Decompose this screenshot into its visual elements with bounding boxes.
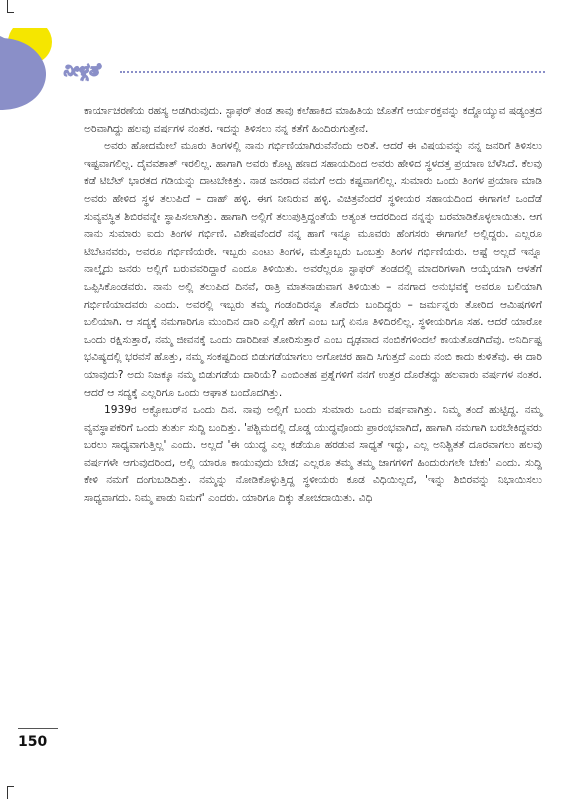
running-header-title: ನೀಳ್ಗತೆ (63, 60, 99, 80)
article-body (84, 103, 542, 508)
header-decoration (0, 28, 60, 110)
page-number: 150 (18, 734, 48, 750)
paragraph-3: 1939ರ ಅಕ್ಟೋಬರ್‌ನ ಒಂದು ದಿನ. ನಾವು ಅಲ್ಲಿಗೆ ಬಂದು ಸುಮಾರು ಒಂದು ವರ್ಷವಾಗಿತ್ತು. ನಿಮ್ಮ ತಂದೆ ಹುಟ್ಟಿದ್ದ. ನಮ್ಮ ವ್ಯವಸ್ಥಾಪಕರಿಗೆ ಒಂದು ತುರ್ತು ಸುದ್ದಿ ಬಂದಿತ್ತು. 'ಪಶ್ಚಿಮದಲ್ಲಿ ದೊಡ್ಡ ಯುದ್ಧವೊಂದು ಪ್ರಾರಂಭವಾಗಿದೆ, ಹಾಗಾಗಿ ನಮಗಾಗಿ ಬರಬೇಕಿದ್ದವರು ಬರಲು ಸಾಧ್ಯವಾಗುತ್ತಿಲ್ಲ' ಎಂದು. ಅಲ್ಲದೆ 'ಈ ಯುದ್ಧ ಎಲ್ಲ ಕಡೆಯೂ ಹರಡುವ ಸಾಧ್ಯತೆ ಇದ್ದು, ಎಲ್ಲ ಅನಿಶ್ಚಿತತೆ ದೂರವಾಗಲು ಹಲವು ವರ್ಷಗಳೇ ಆಗುವುದರಿಂದ, ಅಲ್ಲಿ ಯಾರೂ ಕಾಯುವುದು ಬೇಡ; ಎಲ್ಲರೂ ತಮ್ಮ ತಮ್ಮ ಜಾಗಗಳಿಗೆ ಹಿಂದುರುಗಲೇ ಬೇಕು' ಎಂದು. ಸುದ್ದಿ ಕೇಳಿ ನಮಗೆ ದಂಗುಬಡಿದಿತ್ತು. ನಮ್ಮನ್ನು ನೋಡಿಕೊಳ್ಳುತ್ತಿದ್ದ ಸ್ಥಳೀಯರು ಕೂಡ ವಿಧಿಯಿಲ್ಲದೆ, 'ಇನ್ನು ಶಿಬಿರವನ್ನು ನಿಭಾಯಿಸಲು ಸಾಧ್ಯವಾಗದು. ನಿಮ್ಮ ಪಾಡು ನಿಮಗೆ' ಎಂದರು. ಯಾರಿಗೂ ದಿಕ್ಕು ತೋಚದಾಯಿತು. ವಿಧಿ (84, 404, 542, 505)
header-dotted-rule (120, 71, 545, 73)
crop-mark-bottom (7, 786, 14, 799)
paragraph-2: ಅವರು ಹೋದಮೇಲೆ ಮೂರು ತಿಂಗಳಲ್ಲಿ ನಾನು ಗರ್ಭಿಣಿಯಾಗಿರುವೆನೆಂದು ಅರಿತೆ. ಆದರೆ ಈ ವಿಷಯವನ್ನು ನನ್ನ ಜನರಿಗೆ ತಿಳಿಸಲು ಇಷ್ಟವಾಗಲಿಲ್ಲ. ದೈವವಶಾ‌ತ್ ‌ಇರಲಿಲ್ಲ. ಹಾಗಾಗಿ ಅವರು ಕೊಟ್ಟ ಹಣದ ಸಹಾಯದಿಂದ ಅವರು ಹೇಳಿದ ಸ್ಥಳದತ್ತ ಪ್ರಯಾಣ ಬೆಳೆಸಿದೆ. ಕೆಲವು ಕಡೆ ಟಿಬೆಟ್ ಭಾರತದ ಗಡಿಯನ್ನು ದಾಟಬೇಕಿತ್ತು. ನಾಡ ಜನರಾದ ನಮಗೆ ಅದು ಕಷ್ಟವಾಗಲಿಲ್ಲ. ಸುಮಾರು ಒಂದು ತಿಂಗಳ ಪ್ರಯಾಣ ಮಾಡಿ ಅವರು ಹೇಳಿದ ಸ್ಥಳ ತಲುಪಿದೆ – ದಾಹ್ ಹಳ್ಳಿ. ಈಗ ನೀನಿರುವ ಹಳ್ಳಿ. ವಿಚಿತ್ರವೆಂದರೆ ಸ್ಥಳೀಯರ ಸಹಾಯದಿಂದ ಈಗಾಗಲೆ ಒಂದೆಡೆ ಸುವ್ಯವಸ್ಥಿತ ಶಿಬಿರವನ್ನೇ ಸ್ಥಾಪಿಸಲಾಗಿತ್ತು. ಹಾಗಾಗಿ ಅಲ್ಲಿಗೆ ತಲುಪುತ್ತಿದ್ದಂತೆಯೆ ಅತ್ಯಂತ ಆದರದಿಂದ ನನ್ನನ್ನು ಬರಮಾಡಿಕೊಳ್ಳಲಾಯಿತು. ಆಗ ನಾನು ಸುಮಾರು ಐದು ತಿಂಗಳ ಗರ್ಭಿಣಿ. ವಿಶೇಷವೆಂದರೆ ನನ್ನ ಹಾಗೆ ಇನ್ನೂ ಮೂವರು ಹೆಂಗಸರು ಈಗಾಗಲೆ ಅಲ್ಲಿದ್ದರು. ಎಲ್ಲರೂ ಟಿಬೆಟನವರು, ಅವರೂ ಗರ್ಭಿಣಿಯರೇ. ಇಬ್ಬರು ಎಂಟು ತಿಂಗಳ, ಮತ್ತೊಬ್ಬರು ಒಂಬತ್ತು ತಿಂಗಳ ಗರ್ಭಿಣಿಯರು. ಅಷ್ಟೆ ಅಲ್ಲದೆ ಇನ್ನೂ ನಾಲ್ಕೈದು ಜನರು ಅಲ್ಲಿಗೆ ಬರುವವರಿದ್ದಾರೆ ಎಂದೂ ತಿಳಿಯಿತು. ಅವರೆಲ್ಲರೂ ಸ್ಟಾಫರ್ ತಂಡದಲ್ಲಿ ಮಾದರಿಗಳಾಗಿ ಆಯ್ಕೆಯಾಗಿ ಆಳತೆಗೆ ಒಪ್ಪಿಸಿಕೊಂಡವರು. ನಾನು ಅಲ್ಲಿ ತಲುಪಿದ ದಿನವೆ, ರಾತ್ರಿ ಮಾತನಾಡುವಾಗ ತಿಳಿಯಿತು – ನನಗಾದ ಅನುಭವಕ್ಕೆ ಅವರೂ ಬಲಿಯಾಗಿ ಗರ್ಭಿಣಿಯಾದವರು ಎಂದು. ಅವರಲ್ಲಿ ಇಬ್ಬರು ತಮ್ಮ ಗಂಡಂದಿರನ್ನೂ ತೊರೆದು ಬಂದಿದ್ದರು – ಜರ್ಮನ್ನರು ತೋರಿದ ಆಮಿಷಗಳಿಗೆ ಬಲಿಯಾಗಿ. ಆ ಸದ್ಯಕ್ಕೆ ನಮಗಾರಿಗೂ ಮುಂದಿನ ದಾರಿ ಎಲ್ಲಿಗೆ ಹೇಗೆ ಎಂಬ ಬಗ್ಗೆ ಏನೂ ತಿಳಿದಿರಲಿಲ್ಲ. ಸ್ಥಳೀಯರಿಗೂ ಸಹ. ಆದರೆ ಯಾರೋ ಒಂದು ರಕ್ಷಿಸುತ್ತಾರೆ, ನಮ್ಮ ಜೀವನಕ್ಕೆ ಒಂದು ದಾರಿದೀಪ ತೋರಿಸುತ್ತಾರೆ ಎಂಬ ದೃಢವಾದ ನಂಬಿಕೆಗಳಿಂದಲೆ ಕಾಯತೊಡಗಿದೆವು. ಅನಿರ್ದಿಷ್ಟ ಭವಿಷ್ಯದಲ್ಲಿ ಭರವಸೆ ಹೊತ್ತು, ನಮ್ಮ ಸಂಕಷ್ಟದಿಂದ ಬಿಡುಗಡೆಯಾಗಲು ಅಗೋಚರ ಹಾದಿ ಸಿಗುತ್ತದೆ ಎಂದು ನಂಬಿ ಕಾದು ಕುಳಿತೆವು. ಈ ದಾರಿ ಯಾವುದು? ಅದು ನಿಜಕ್ಕೂ ನಮ್ಮ ಬಿಡುಗಡೆಯ ದಾರಿಯೆ? ಎಂಬಿಂತಹ ಪ್ರಶ್ನೆಗಳಿಗೆ ನನಗೆ ಉತ್ತರ ದೊರೆತದ್ದು ಹಲವಾರು ವರ್ಷಗಳ ನಂತರ. ಆದರೆ ಆ ಸದ್ಯಕ್ಕೆ ಎಲ್ಲರಿಗೂ ಒಂದು ಆಘಾತ ಬಂದೊದಗಿತ್ತು. (84, 140, 542, 399)
crop-mark-top (7, 0, 14, 13)
page-number-rule (18, 728, 58, 729)
paragraph-1: ಕಾರ್ಯಾಚರಣೆಯ ರಹಸ್ಯ ಅಡಗಿರುವುದು. ಸ್ಟಾಫರ್ ತಂಡ ತಾವು ಕಲೆಹಾಕಿದ ಮಾಹಿತಿಯ ಜೊತೆಗೆ ಆರ್ಯರಕ್ತವನ್ನು ಕದ್ದೊಯ್ಯುವ ಷಡ್ಯಂತ್ರದ ಅರಿವಾಗಿದ್ದು ಹಲವು ವರ್ಷಗಳ ನಂತರ. ಇದನ್ನು ತಿಳಿಸಲು ನನ್ನ ಕತೆಗೆ ಹಿಂದಿರುಗುತ್ತೇನೆ. (84, 105, 542, 135)
